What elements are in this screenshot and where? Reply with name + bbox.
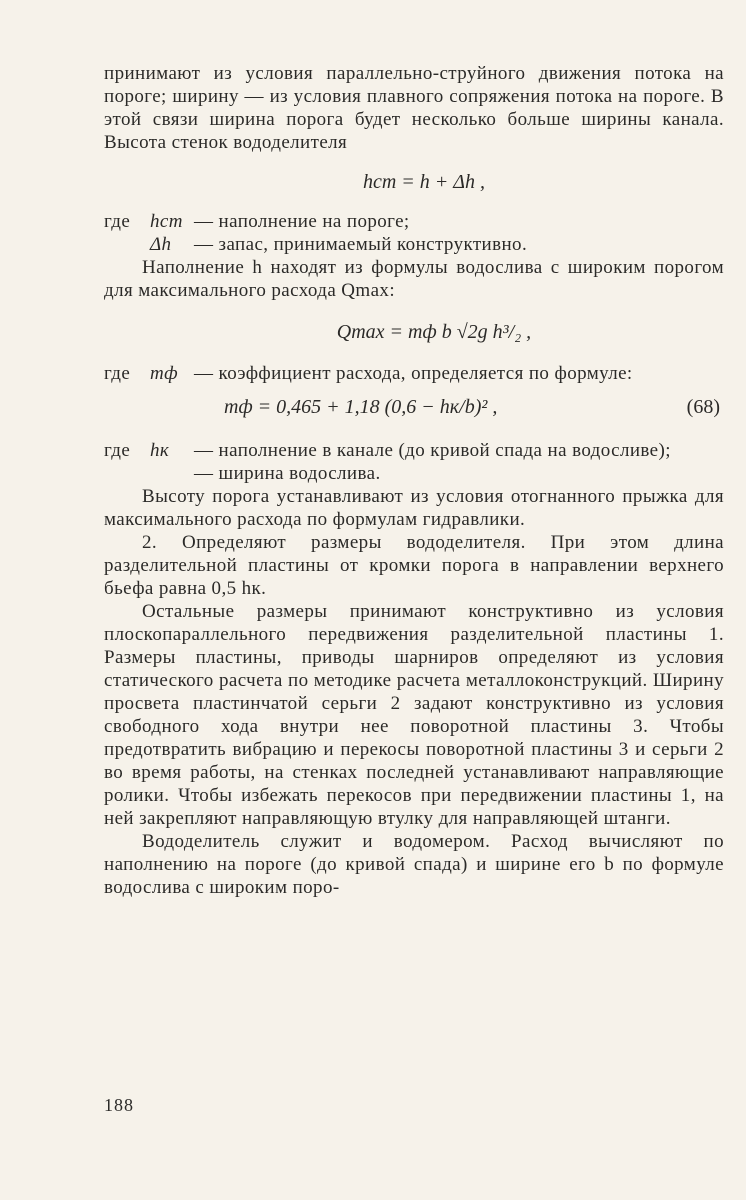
where-item: [104, 233, 724, 256]
equation-number: (68): [686, 396, 720, 418]
where-block-2: [104, 362, 724, 385]
paragraph-5: Остальные размеры принимают конструктивно из условия плоскопараллельного передвижения разделительной пластины 1. Размеры пластины, приводы шарниров определяют из условия статического расчета по методике расчета металлоконструкций. Ширину просвета пластинчатой серьги 2 задают конструктивно из условия свободного хода внутри нее поворотной пластины 3. Чтобы предотвратить вибрацию и перекосы поворотной пластины 3 и серьги 2 во время работы, на стенках последней устанавливают направляющие ролики. Чтобы избежать перекосов при передвижении пластины 1, на ней закрепляют направляющую втулку для направляющей штанги.: [104, 601, 724, 829]
paragraph-3: Высоту порога устанавливают из условия отогнанного прыжка для максимального расхода по формулам гидравлики.: [104, 486, 724, 530]
where-lead: где: [104, 363, 131, 384]
paragraph-1: принимают из условия параллельно-струйного движения потока на пороге; ширину — из условия плавного сопряжения потока на пороге. В этой связи ширина порога будет несколько больше ширины канала. Высота стенок вододелителя: [104, 63, 724, 153]
where-description: — наполнение в канале (до кривой спада на водосливе);: [194, 440, 671, 461]
where-item: [104, 462, 724, 485]
where-symbol: Δh: [150, 234, 172, 255]
where-description: — наполнение на пороге;: [194, 211, 410, 232]
where-block-3: [104, 439, 724, 485]
where-item: [104, 210, 724, 233]
where-item: [104, 439, 724, 462]
where-description: — коэффициент расхода, определяется по формуле:: [194, 363, 633, 384]
paragraph-4: 2. Определяют размеры вододелителя. При этом длина разделительной пластины от кромки порога в направлении верхнего бьефа равна 0,5 hк.: [104, 532, 724, 599]
where-description: — запас, принимаемый конструктивно.: [194, 234, 528, 255]
where-block-1: [104, 210, 724, 256]
where-lead: [104, 233, 150, 256]
formula-discharge-coefficient: [104, 385, 724, 439]
where-lead: [104, 462, 150, 485]
page-number: 188: [104, 1095, 134, 1115]
where-item: [104, 362, 724, 385]
paragraph-6: Вододелитель служит и водомером. Расход вычисляют по наполнению на пороге (до кривой спада) и ширине его b по формуле водослива с широким поро-: [104, 831, 724, 898]
where-symbol: hк: [150, 440, 170, 461]
where-lead: где: [104, 440, 131, 461]
paragraph-2: Наполнение h находят из формулы водослива с широким порогом для максимального расхода Qmax:: [104, 257, 724, 301]
where-symbol: mф: [150, 363, 179, 384]
formula-weir-discharge: Qmax = mф b √2g h³/₂ ,: [336, 321, 532, 343]
where-lead: где: [104, 211, 131, 232]
page-body: [104, 62, 724, 899]
formula-expression: mф = 0,465 + 1,18 (0,6 − hк/b)² ,: [224, 396, 498, 418]
formula-wall-height: hст = h + Δh ,: [362, 171, 486, 193]
where-symbol: hст: [150, 211, 183, 232]
where-description: — ширина водослива.: [194, 463, 381, 484]
where-symbol: [150, 462, 194, 485]
